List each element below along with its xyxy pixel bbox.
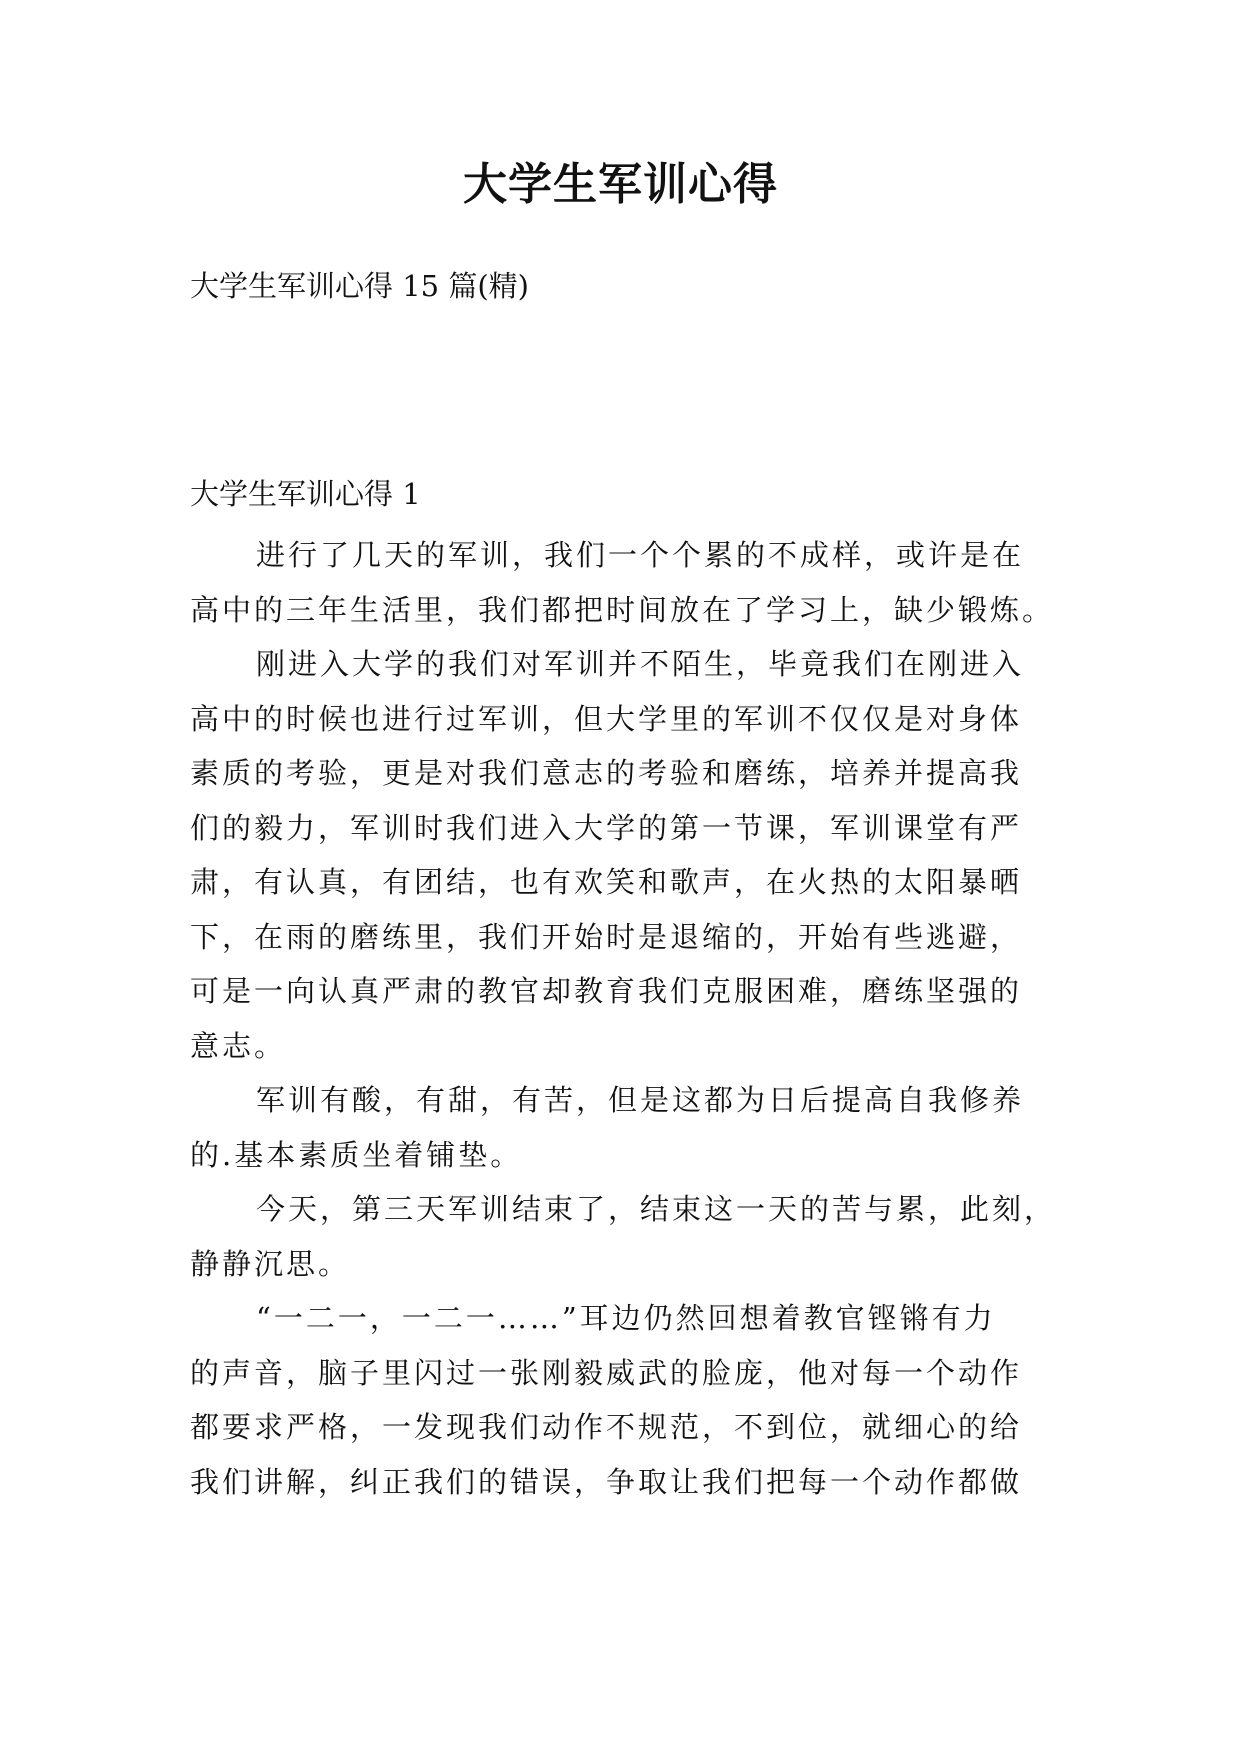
paragraph-line: 们的毅力，军训时我们进入大学的第一节课，军训课堂有严 xyxy=(190,810,1023,845)
paragraph-line: 的.基本素质坐着铺垫。 xyxy=(190,1137,523,1172)
paragraph xyxy=(190,1291,1060,1509)
paragraph xyxy=(190,528,1060,637)
paragraph xyxy=(190,637,1060,1073)
paragraph-line: 肃，有认真，有团结，也有欢笑和歌声，在火热的太阳暴晒 xyxy=(190,865,1023,899)
paragraph-line: 高中的三年生活里，我们都把时间放在了学习上，缺少锻炼。 xyxy=(190,592,1055,627)
paragraph-line: 我们讲解，纠正我们的错误，争取让我们把每一个动作都做 xyxy=(190,1464,1023,1499)
paragraph xyxy=(190,1073,1060,1182)
section-heading: 大学生军训心得 1 xyxy=(190,477,421,511)
document-title: 大学生军训心得 xyxy=(463,159,778,210)
paragraph-line: 高中的时候也进行过军训，但大学里的军训不仅仅是对身体 xyxy=(190,701,1023,736)
paragraph-line: 今天，第三天军训结束了，结束这一天的苦与累，此刻， xyxy=(256,1192,1057,1226)
paragraph-line: 都要求严格，一发现我们动作不规范，不到位，就细心的给 xyxy=(190,1410,1023,1444)
paragraph-line: 军训有酸，有甜，有苦，但是这都为日后提高自我修养 xyxy=(256,1083,1025,1117)
paragraph-line: 的声音，脑子里闪过一张刚毅威武的脸庞，他对每一个动作 xyxy=(190,1355,1023,1390)
paragraph-line: 可是一向认真严肃的教官却教育我们克服困难，磨练坚强的 xyxy=(190,974,1023,1008)
paragraph-line: 下，在雨的磨练里，我们开始时是退缩的，开始有些逃避， xyxy=(190,919,1023,954)
document-body xyxy=(190,528,1060,1509)
paragraph-line: 刚进入大学的我们对军训并不陌生，毕竟我们在刚进入 xyxy=(256,647,1025,681)
document-subtitle: 大学生军训心得 15 篇(精) xyxy=(190,269,529,303)
paragraph-line: 意志。 xyxy=(190,1028,287,1063)
paragraph-line: 进行了几天的军训，我们一个个累的不成样，或许是在 xyxy=(256,538,1025,572)
paragraph xyxy=(190,1182,1060,1291)
paragraph-line: “一二一，一二一……”耳边仍然回想着教官铿锵有力 xyxy=(256,1301,996,1335)
paragraph-line: 静静沉思。 xyxy=(190,1246,351,1281)
paragraph-line: 素质的考验，更是对我们意志的考验和磨练，培养并提高我 xyxy=(190,756,1023,790)
